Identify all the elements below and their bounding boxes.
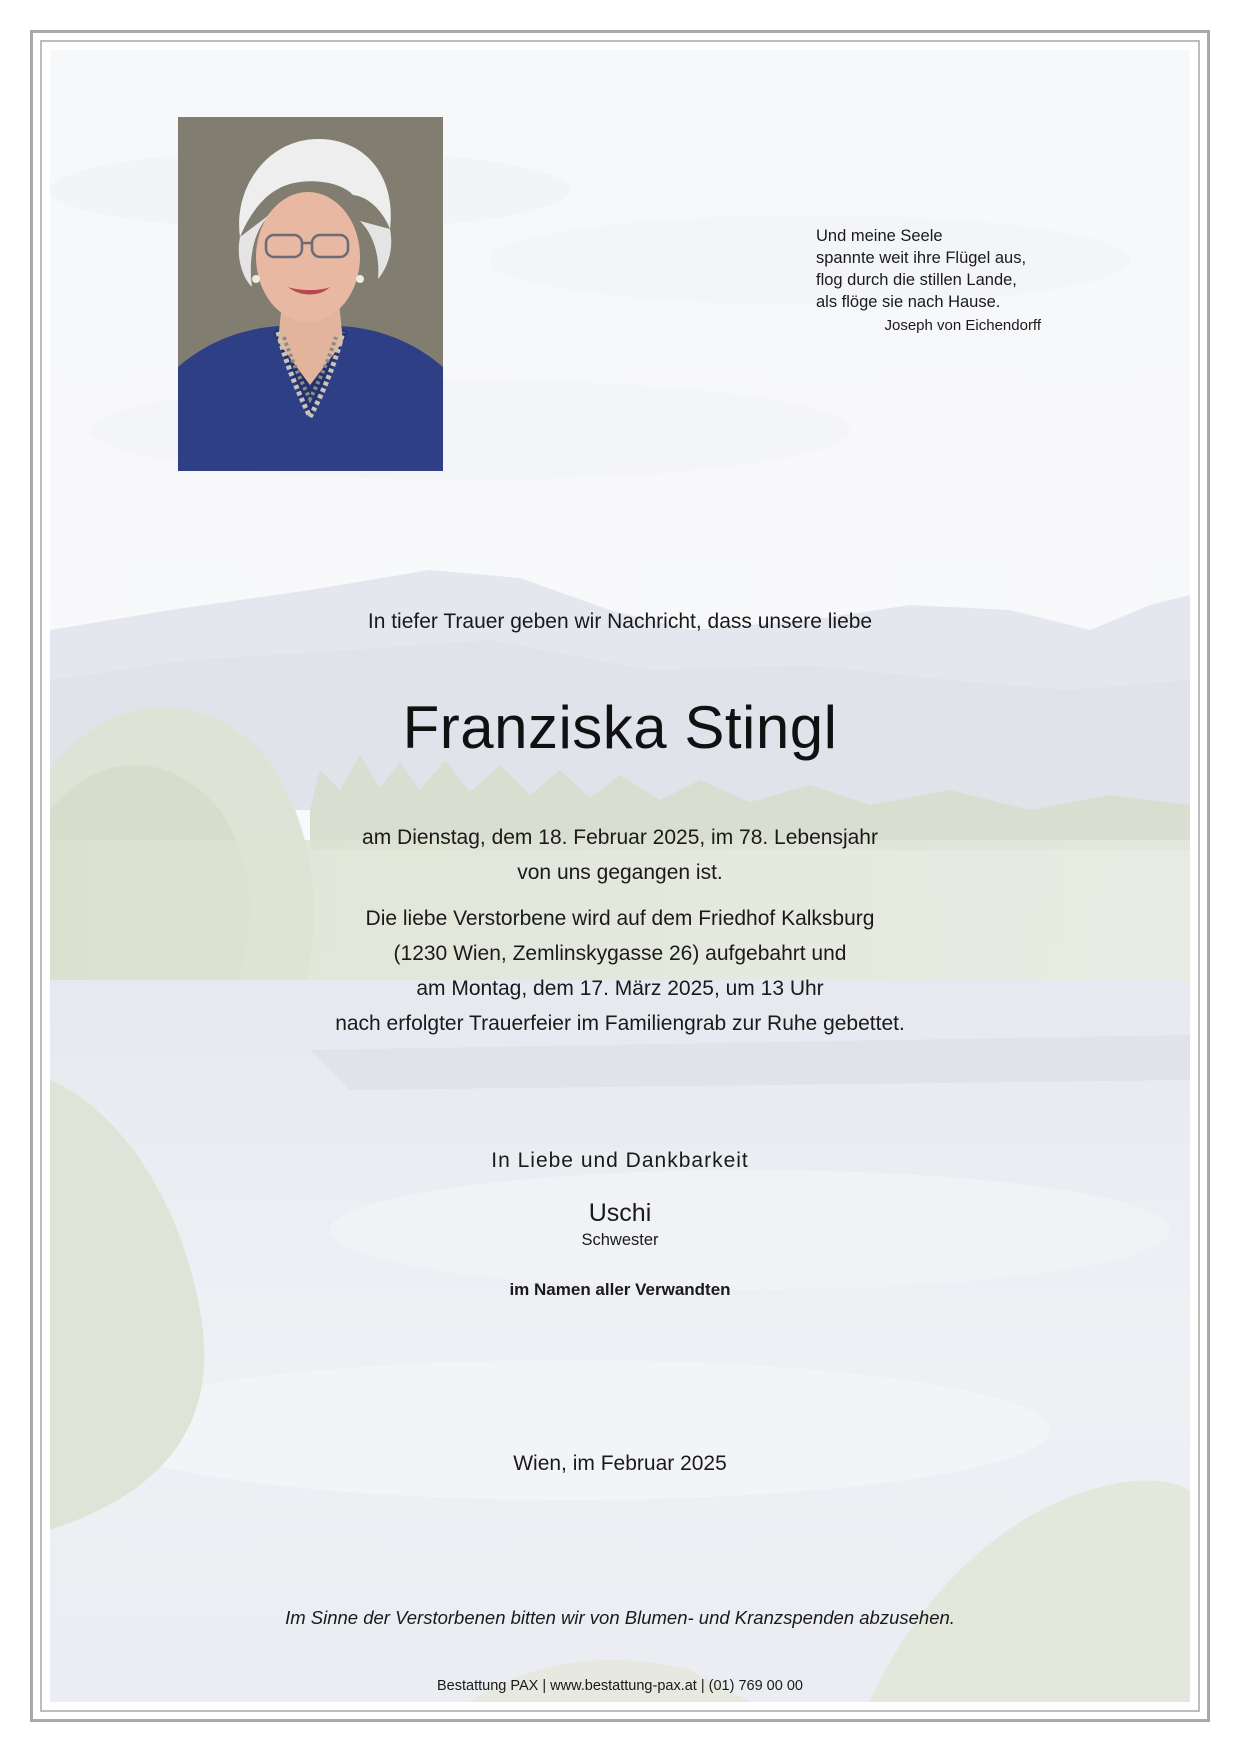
quote-author: Joseph von Eichendorff	[884, 317, 1041, 334]
poem-quote	[816, 225, 1076, 337]
announcement-body	[0, 820, 1240, 1041]
mourner-name: Uschi	[588, 1199, 652, 1227]
death-line: am Dienstag, dem 18. Februar 2025, im 78. Lebensjahr	[362, 826, 878, 849]
thanks-line: In Liebe und Dankbarkeit	[491, 1149, 749, 1172]
quote-line: flog durch die stillen Lande,	[816, 271, 1017, 289]
death-line: von uns gegangen ist.	[517, 861, 723, 884]
burial-line: am Montag, dem 17. März 2025, um 13 Uhr	[416, 977, 824, 1000]
quote-line: spannte weit ihre Flügel aus,	[816, 249, 1027, 267]
place-date: Wien, im Februar 2025	[513, 1452, 727, 1475]
burial-line: Die liebe Verstorbene wird auf dem Friedhof Kalksburg	[365, 907, 875, 930]
deceased-portrait-photo	[178, 117, 443, 471]
flower-notice: Im Sinne der Verstorbenen bitten wir von Blumen- und Kranzspenden abzusehen.	[285, 1607, 955, 1628]
on-behalf-line: im Namen aller Verwandten	[509, 1280, 731, 1299]
mourner-relation: Schwester	[581, 1231, 659, 1249]
deceased-name: Franziska Stingl	[402, 694, 838, 761]
quote-line: als flöge sie nach Hause.	[816, 293, 1001, 311]
portrait-image	[178, 117, 443, 471]
intro-text: In tiefer Trauer geben wir Nachricht, dass unsere liebe	[367, 610, 873, 633]
quote-line: Und meine Seele	[816, 227, 943, 245]
burial-line: (1230 Wien, Zemlinskygasse 26) aufgebahrt und	[393, 942, 847, 965]
burial-line: nach erfolgter Trauerfeier im Familiengrab zur Ruhe gebettet.	[335, 1012, 905, 1035]
funeral-home-footer: Bestattung PAX | www.bestattung-pax.at | (01) 769 00 00	[437, 1678, 803, 1694]
